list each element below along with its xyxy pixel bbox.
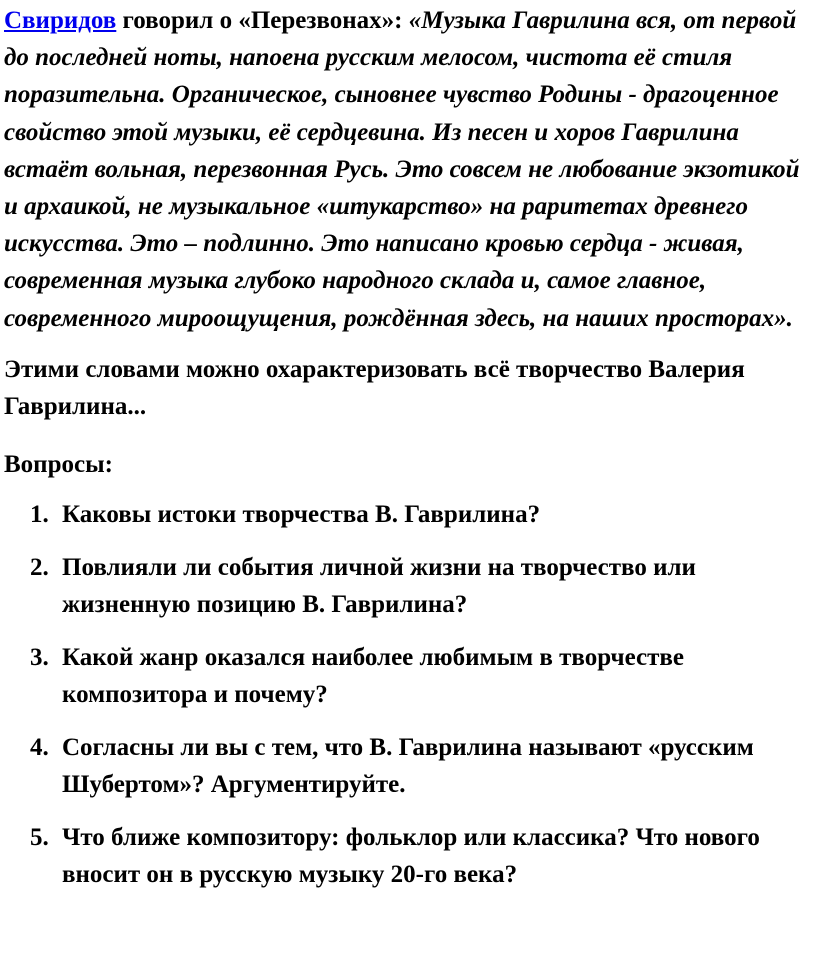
questions-heading: Вопросы: — [4, 450, 113, 478]
summary-paragraph: Этими словами можно охарактеризовать всё творчество Валерия Гаврилина... — [4, 355, 745, 420]
question-number: 4. — [30, 733, 49, 761]
questions-list — [4, 496, 810, 893]
intro-lead-text: говорил о «Перезвонах»: — [116, 7, 409, 34]
question-text: Каковы истоки творчества В. Гаврилина? — [62, 500, 541, 528]
question-text: Повлияли ли события личной жизни на творчество или жизненную позицию В. Гаврилина? — [62, 553, 696, 618]
question-number: 2. — [30, 553, 49, 581]
intro-paragraph — [4, 0, 810, 337]
question-number: 1. — [30, 500, 49, 528]
question-text: Что ближе композитору: фольклор или классика? Что нового вносит он в русскую музыку 20-го века? — [62, 823, 760, 888]
question-item — [4, 549, 810, 623]
question-number: 3. — [30, 643, 49, 671]
question-item — [4, 819, 810, 893]
question-text: Какой жанр оказался наиболее любимым в творчестве композитора и почему? — [62, 643, 684, 708]
question-item — [4, 639, 810, 713]
sviridov-link[interactable]: Свиридов — [4, 7, 117, 34]
sviridov-quote: «Музыка Гаврилина вся, от первой до последней ноты, напоена русским мелосом, чистота её стиля поразительна. Органическое, сыновнее чувство Родины - драгоценное свойство этой музыки, её сердцевина. Из песен и хоров Гаврилина встаёт вольная, перезвонная Русь. Это совсем не любование экзотикой и архаикой, не музыкальное «штукарство» на раритетах древнего искусства. Это – подлинно. Это написано кровью сердца - живая, современная музыка глубоко народного склада и, самое главное, современного мироощущения, рождённая здесь, на наших просторах». — [4, 7, 800, 332]
question-text: Согласны ли вы с тем, что В. Гаврилина называют «русским Шубертом»? Аргументируйте. — [62, 733, 754, 798]
question-number: 5. — [30, 823, 49, 851]
question-item — [4, 496, 810, 533]
question-item — [4, 729, 810, 803]
